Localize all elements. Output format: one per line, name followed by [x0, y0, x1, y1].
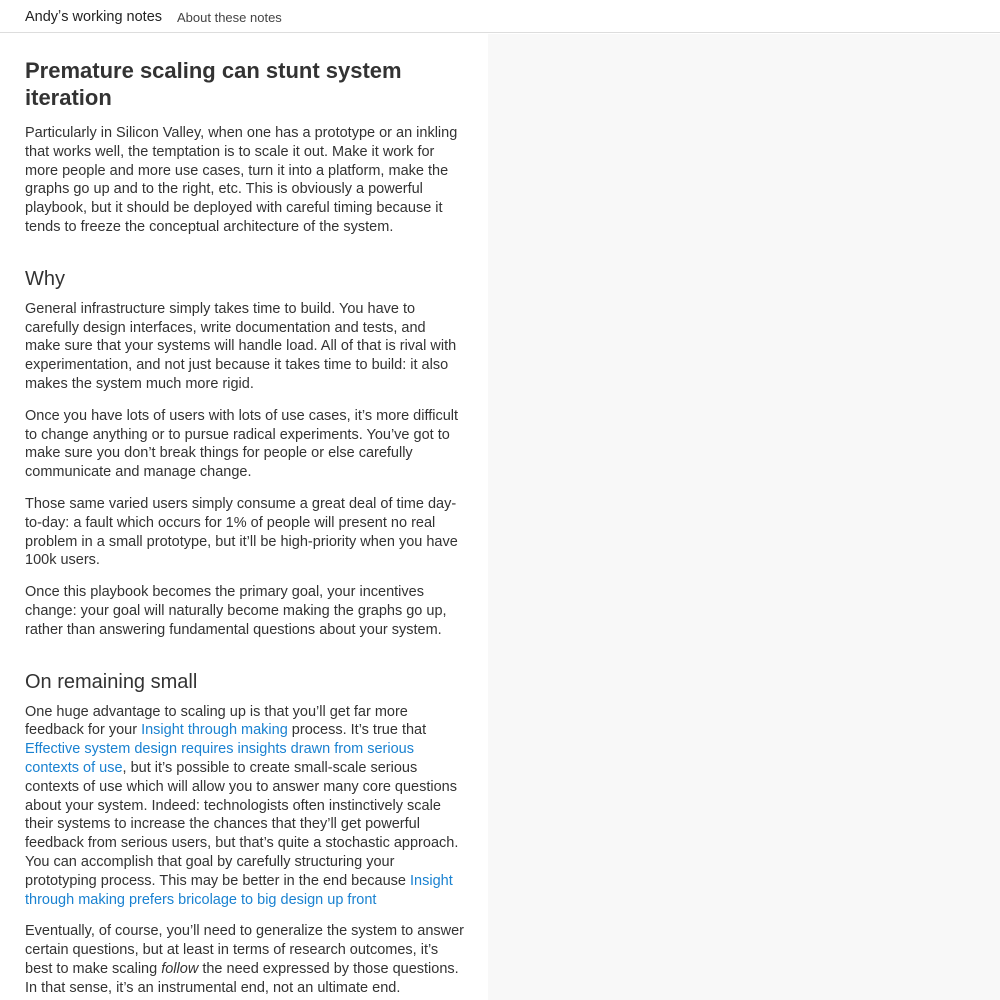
- note-column: [0, 34, 488, 1000]
- remaining-small-paragraph-2: [25, 922, 465, 997]
- link-effective-system-design[interactable]: Effective system design requires insights drawn from serious contexts of use: [25, 741, 414, 776]
- note-content: [25, 34, 465, 997]
- about-notes-link[interactable]: About these notes: [177, 10, 282, 25]
- section-heading-remaining-small: On remaining small: [25, 670, 198, 693]
- top-navigation-bar: [0, 0, 1000, 33]
- note-title: Premature scaling can stunt system iteration: [25, 58, 402, 110]
- paragraph-text: process. It’s true that: [287, 722, 427, 739]
- link-insight-through-making[interactable]: Insight through making: [141, 722, 288, 739]
- why-paragraph-4: Once this playbook becomes the primary goal, your incentives change: your goal will naturally become making the graphs go up, rather than answering fundamental questions about your system.: [25, 584, 447, 638]
- section-heading-why: Why: [25, 267, 65, 290]
- paragraph-text: the need expressed by those questions. In that sense, it’s an instrumental end, not an ultimate end.: [25, 960, 459, 996]
- intro-paragraph: Particularly in Silicon Valley, when one has a prototype or an inkling that works well, the temptation is to scale it out. Make it work for more people and more use cases, turn it into a platform, make the graphs go up and to the right, etc. This is obviously a powerful playbook, but it should be deployed with careful timing because it tends to freeze the conceptual architecture of the system.: [25, 125, 458, 235]
- paragraph-text: Eventually, of course, you’ll need to generalize the system to answer certain questions, but at least in terms of research outcomes, it’s best to make scaling: [25, 923, 464, 977]
- why-paragraph-1: General infrastructure simply takes time to build. You have to carefully design interfaces, write documentation and tests, and make sure that your systems will handle load. All of that is rival with experimentation, and not just because it takes time to build: it also makes the system much more rigid.: [25, 300, 457, 392]
- why-paragraph-3: Those same varied users simply consume a great deal of time day-to-day: a fault which occurs for 1% of people will present no real problem in a small prototype, but it’ll be high-priority when you have 100k users.: [25, 495, 458, 569]
- empty-side-column: [488, 34, 1000, 1000]
- emphasis-follow: follow: [161, 960, 199, 977]
- why-paragraph-2: Once you have lots of users with lots of use cases, it’s more difficult to change anything or to pursue radical experiments. You’ve got to make sure you don’t break things for people or else carefully communicate and manage change.: [25, 407, 459, 481]
- link-insight-bricolage[interactable]: Insight through making prefers bricolage to big design up front: [25, 872, 453, 908]
- site-title-link[interactable]: Andyʼs working notes: [25, 9, 163, 25]
- paragraph-text: , but it’s possible to create small-scale serious contexts of use which will allow you to answer many core questions about your system. Indeed: technologists often instinctively scale their systems to increase the chances that they’ll get powerful feedback from serious users, but that’s quite a stochastic approach. You can accomplish that goal by carefully structuring your prototyping process. This may be better in the end because: [25, 759, 459, 889]
- remaining-small-paragraph-1: [25, 703, 465, 910]
- paragraph-text: One huge advantage to scaling up is that you’ll get far more feedback for your: [25, 703, 408, 739]
